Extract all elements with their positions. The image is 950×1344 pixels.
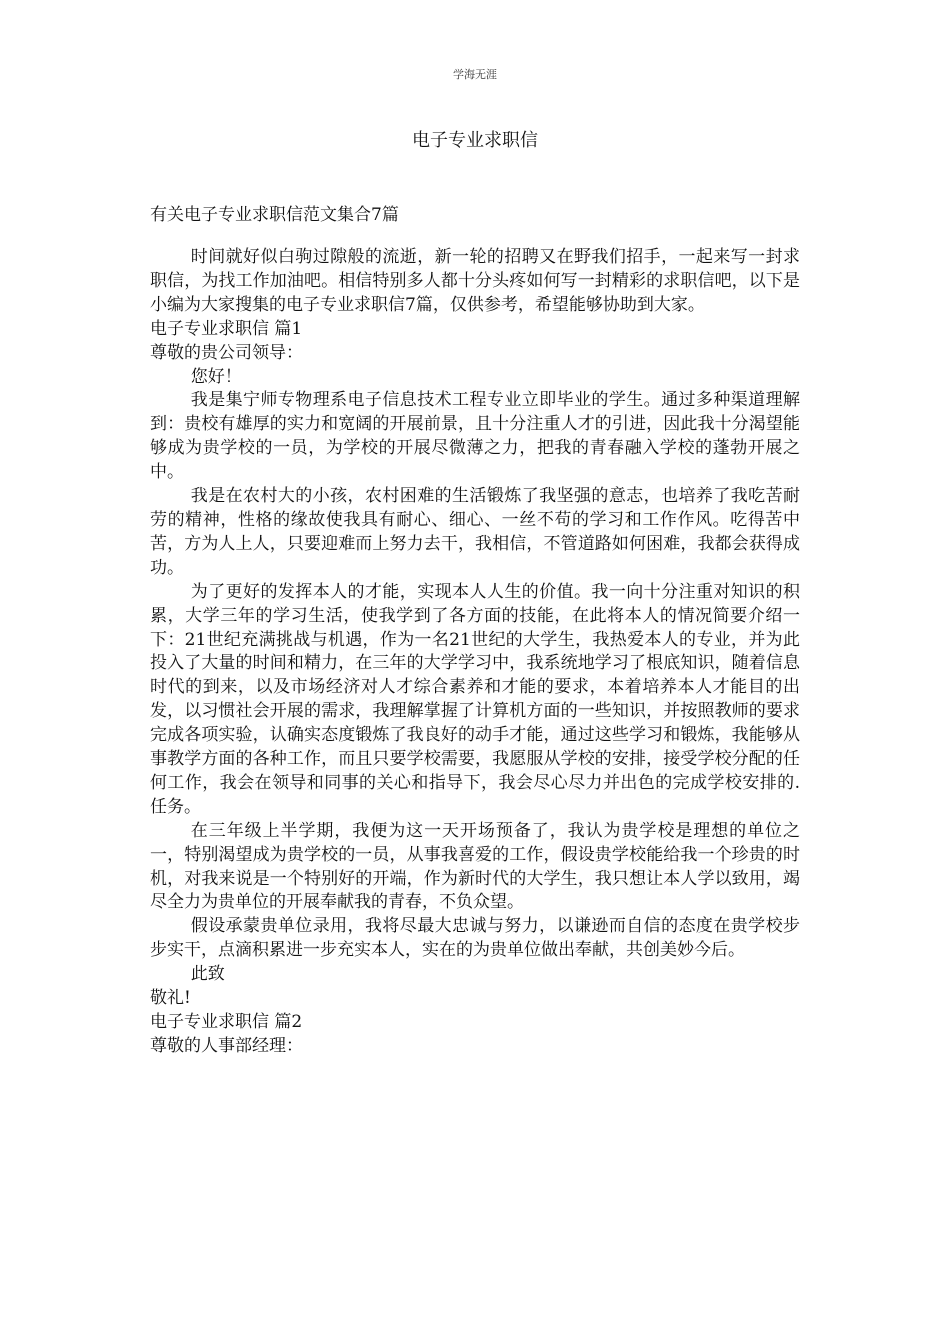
- closing-line: 敬礼!: [150, 988, 191, 1009]
- body-paragraph: 为了更好的发挥本人的才能，实现本人人生的价值。我一向十分注重对知识的积累，大学三年的学习生活，使我学到了各方面的技能，在此将本人的情况简要介绍一下：21世纪充满挑战与机遇，作为一名21世纪的大学生，我热爱本人的专业，并为此投入了大量的时间和精力，在三年的大学学习中，我系统地学习了根底知识，随着信息时代的到来，以及市场经济对人才综合素养和才能的要求，本着培养本人才能目的出发，以习惯社会开展的需求，我理解掌握了计算机方面的一些知识，并按照教师的要求完成各项实验，认确实态度锻炼了我良好的动手才能，通过这些学习和锻炼，我能够从事教学方面的各种工作，而且只要学校需要，我愿服从学校的安排，接受学校分配的任何工作，我会在领导和同事的关心和指导下，我会尽心尽力并出色的完成学校安排的.任务。: [150, 581, 800, 817]
- letter-heading: 电子专业求职信 篇2: [150, 1012, 303, 1032]
- body-paragraph: 我是集宁师专物理系电子信息技术工程专业立即毕业的学生。通过多种渠道理解到：贵校有雄厚的实力和宽阔的开展前景，且十分注重人才的引进，因此我十分渴望能够成为贵学校的一员，为学校的开展尽微薄之力，把我的青春融入学校的蓬勃开展之中。: [150, 390, 800, 483]
- intro-paragraph: 时间就好似白驹过隙般的流逝，新一轮的招聘又在野我们招手，一起来写一封求职信，为找工作加油吧。相信特别多人都十分头疼如何写一封精彩的求职信吧，以下是小编为大家搜集的电子专业求职信7篇，仅供参考，希望能够协助到大家。: [150, 247, 800, 315]
- greeting: 您好！: [190, 366, 242, 387]
- page-header: 学海无涯: [453, 68, 497, 81]
- salutation: 尊敬的贵公司领导：: [150, 342, 303, 363]
- closing-line: 此致: [190, 964, 225, 985]
- body-paragraph: 在三年级上半学期，我便为这一天开场预备了，我认为贵学校是理想的单位之一，特别渴望成为贵学校的一员，从事我喜爱的工作，假设贵学校能给我一个珍贵的时机，对我来说是一个特别好的开端，作为新时代的大学生，我只想让本人学以致用，竭尽全力为贵单位的开展奉献我的青春，不负众望。: [150, 820, 800, 913]
- document-subtitle: 有关电子专业求职信范文集合7篇: [150, 205, 399, 225]
- document-title: 电子专业求职信: [412, 130, 538, 151]
- salutation: 尊敬的人事部经理：: [150, 1035, 303, 1056]
- document-body: [150, 246, 800, 1059]
- body-paragraph: 假设承蒙贵单位录用，我将尽最大忠诚与努力，以谦逊而自信的态度在贵学校步步实干，点滴积累进一步充实本人，实在的为贵单位做出奉献，共创美妙今后。: [150, 916, 800, 961]
- letter-heading: 电子专业求职信 篇1: [150, 318, 303, 339]
- body-paragraph: 我是在农村大的小孩，农村困难的生活锻炼了我坚强的意志，也培养了我吃苦耐劳的精神，性格的缘故使我具有耐心、细心、一丝不苟的学习和工作作风。吃得苦中苦，方为人上人，只要迎难而上努力去干，我相信，不管道路如何困难，我都会获得成功。: [150, 486, 800, 578]
